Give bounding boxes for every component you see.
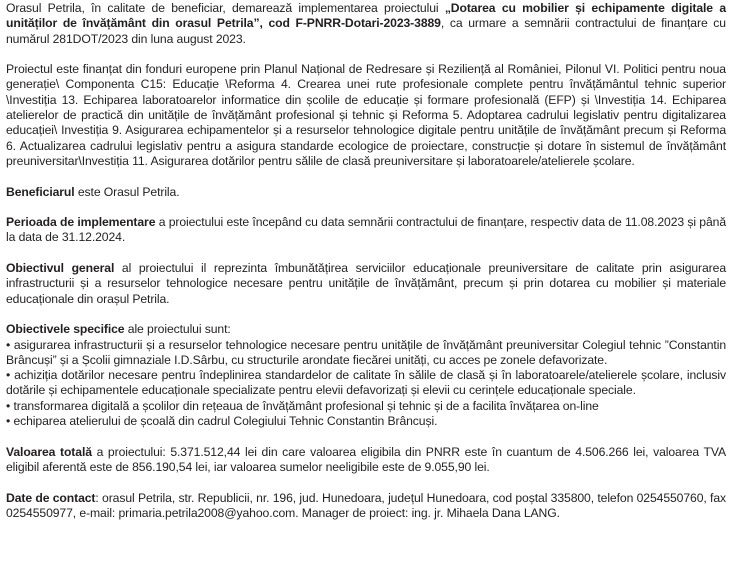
intro-paragraph bbox=[6, 1, 726, 47]
list-item: • achiziția dotărilor necesare pentru îndeplinirea standardelor de calitate în sălile de clasă și în laboratoarele/atelierele școlare, inclusiv dotările și echipamentele educaționale specializate pentru elevii defavorizați și elevii cu cerințele educaționale speciale. bbox=[6, 368, 726, 399]
list-item: • transformarea digitală a școlilor din rețeaua de învățământ profesional și tehnic și de a facilita învățarea on-line bbox=[6, 399, 726, 414]
specific-objectives-intro: ale proiectului sunt: bbox=[124, 322, 231, 337]
list-item: • echiparea atelierului de școală din cadrul Colegiului Tehnic Constantin Brâncuși. bbox=[6, 414, 726, 429]
period-text: a proiectului este începând cu data semnării contractului de finanțare, respectiv data de 11.08.2023 și până la data de 31.12.2024. bbox=[6, 215, 727, 245]
total-value-text: a proiectului: 5.371.512,44 lei din care valoarea eligibila din PNRR este în cuantum de 4.506.266 lei, valoarea TVA eligibil aferentă este de 856.190,54 lei, iar valoarea sumelor neeligibile este de 9.055,90 lei. bbox=[6, 444, 726, 474]
period-paragraph bbox=[6, 215, 726, 246]
contact-paragraph bbox=[6, 491, 726, 522]
beneficiary-paragraph bbox=[6, 185, 726, 200]
contact-text: : orasul Petrila, str. Republicii, nr. 196, jud. Hunedoara, județul Hunedoara, cod poștal 335800, telefon 0254550760, fax 0254550977, e-mail: primaria.petrila2008@yahoo.com. Manager de proiect: ing. jr. Mihaela Dana LANG. bbox=[6, 490, 726, 520]
project-title: „Dotarea cu mobilier și echipamente digitale a unităților de învățământ din orasul Petrila”, cod F-PNRR-Dotari-2023-3889 bbox=[6, 1, 726, 31]
list-item: • asigurarea infrastructurii și a resurselor tehnologice necesare pentru unitățile de învățământ preuniversitar Colegiul tehnic ”Constantin Brâncuși” și a Școlii gimnaziale I.D.Sârbu, cu structurile arondate fiecărei unități, cu acces pe zonele defavorizate. bbox=[6, 338, 726, 369]
intro-text-end: , ca urmare a semnării contractului de finanțare cu numărul 281DOT/2023 din luna august 2023. bbox=[6, 16, 726, 46]
total-value-paragraph bbox=[6, 445, 726, 476]
specific-objectives-list bbox=[6, 338, 726, 430]
beneficiary-text: este Orasul Petrila. bbox=[74, 184, 180, 199]
financing-paragraph: Proiectul este finanțat din fonduri europene prin Planul Național de Redresare și Reziliență al României, Pilonul VI. Politici pentru noua generație\ Componenta C15: Educație \Reforma 4. Crearea unei rute profesionale complete pentru învățământul tehnic superior \Investiția 13. Echiparea laboratoarelor informatice din școlile de educație și formare profesională (EFP) și \Investiția 14. Echiparea atelierelor de practică din unitățile de învățământ profesional și tehnic și Reforma 5. Adoptarea cadrului legislativ pentru digitalizarea educației\ Investiția 9. Asigurarea echipamentelor și a resurselor tehnologice digitale pentru unitățile de învățământ precum și Reforma 6. Actualizarea cadrului legislativ pentru a asigura standarde ecologice de proiectare, construcție și dotare în sistemul de învățământ preuniversitar\Investiția 11. Asigurarea dotărilor pentru sălile de clasă preuniversitare și laboratoarele/atelierele școlare. bbox=[6, 62, 726, 168]
general-objective-label: Obiectivul general bbox=[6, 261, 115, 276]
period-label: Perioada de implementare bbox=[6, 215, 156, 230]
total-value-label: Valoarea totală bbox=[6, 444, 92, 459]
general-objective-text: al proiectului il reprezinta îmbunătățirea serviciilor educaționale preuniversitare de calitate prin asigurarea infrastructurii și a resurselor tehnologice necesare pentru unitățile de învățământ, precum și prin dotarea cu mobilier și materiale educaționale din orașul Petrila. bbox=[6, 261, 726, 306]
intro-text-start: Orasul Petrila, în calitate de beneficiar, demarează implementarea proiectului bbox=[6, 1, 445, 15]
spacer bbox=[6, 429, 726, 444]
general-objective-paragraph bbox=[6, 261, 726, 307]
contact-label: Date de contact bbox=[6, 490, 96, 505]
beneficiary-label: Beneficiarul bbox=[6, 184, 75, 199]
specific-objectives-heading bbox=[6, 322, 726, 337]
specific-objectives-label: Obiectivele specifice bbox=[6, 322, 125, 337]
